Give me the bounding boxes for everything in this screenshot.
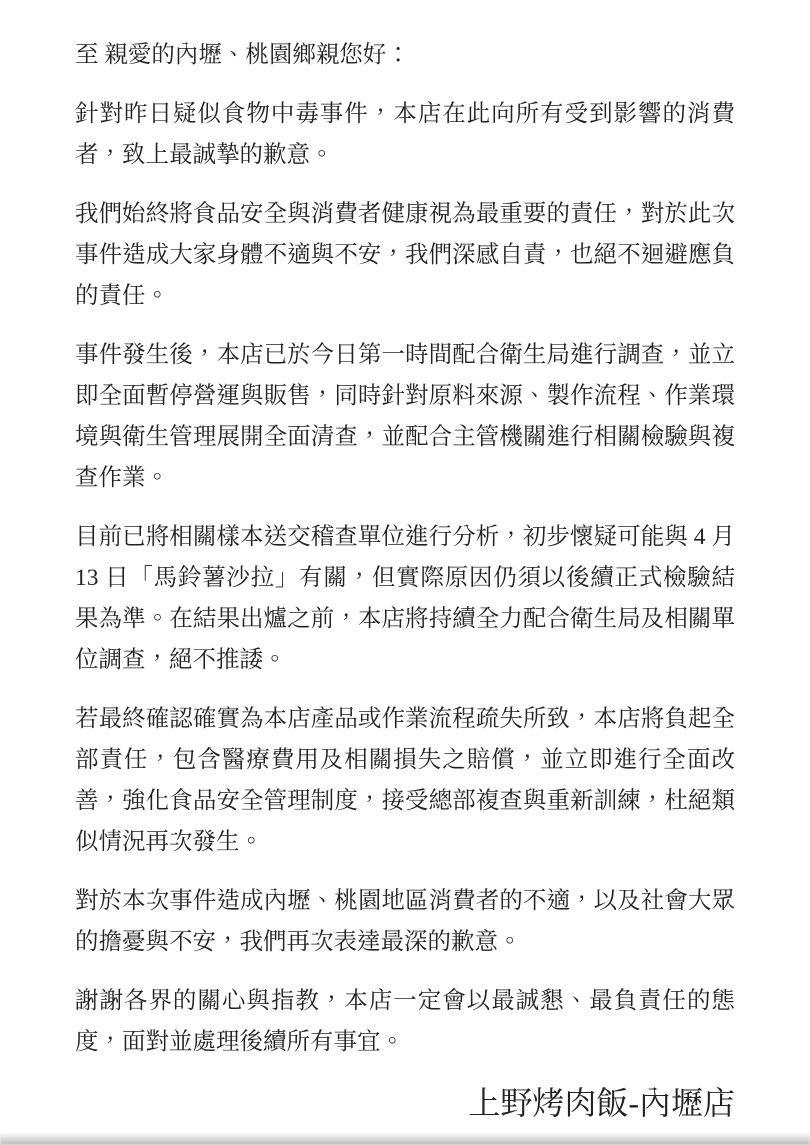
store-signature: 上野烤肉飯-內壢店 [468,1085,735,1121]
paragraph-sample-analysis: 目前已將相關樣本送交稽查單位進行分析，初步懷疑可能與 4 月 13 日「馬鈴薯沙拉」有關，但實際原因仍須以後續正式檢驗結果為準。在結果出爐之前，本店將持續全力配合衛生局及相關單位調查，絕不推諉。 [75,524,741,673]
paragraph-responsibility: 我們始終將食品安全與消費者健康視為最重要的責任，對於此次事件造成大家身體不適與不安，我們深感自責，也絕不迴避應負的責任。 [75,201,735,309]
paragraph-thanks: 謝謝各界的關心與指教，本店一定會以最誠懇、最負責任的態度，面對並處理後續所有事宜。 [75,988,735,1055]
paragraph-second-apology: 對於本次事件造成內壢、桃園地區消費者的不適，以及社會大眾的擔憂與不安，我們再次表達最深的歉意。 [75,888,735,955]
paragraph-investigation-actions: 事件發生後，本店已於今日第一時間配合衛生局進行調查，並立即全面暫停營運與販售，同時針對原料來源、製作流程、作業環境與衛生管理展開全面清查，並配合主管機關進行相關檢驗與複查作業。 [75,342,735,491]
letter-body [75,35,741,1125]
greeting-line: 至 親愛的內壢、桃園鄉親您好： [75,42,410,68]
paragraph-compensation-promise: 若最終確認確實為本店產品或作業流程疏失所致，本店將負起全部責任，包含醫療費用及相關損失之賠償，並立即進行全面改善，強化食品安全管理制度，接受總部複查與重新訓練，杜絕類似情況再次發生。 [75,706,735,855]
paragraph-apology-intro: 針對昨日疑似食物中毒事件，本店在此向所有受到影響的消費者，致上最誠摯的歉意。 [75,101,735,168]
photo-bottom-edge [0,1132,810,1145]
